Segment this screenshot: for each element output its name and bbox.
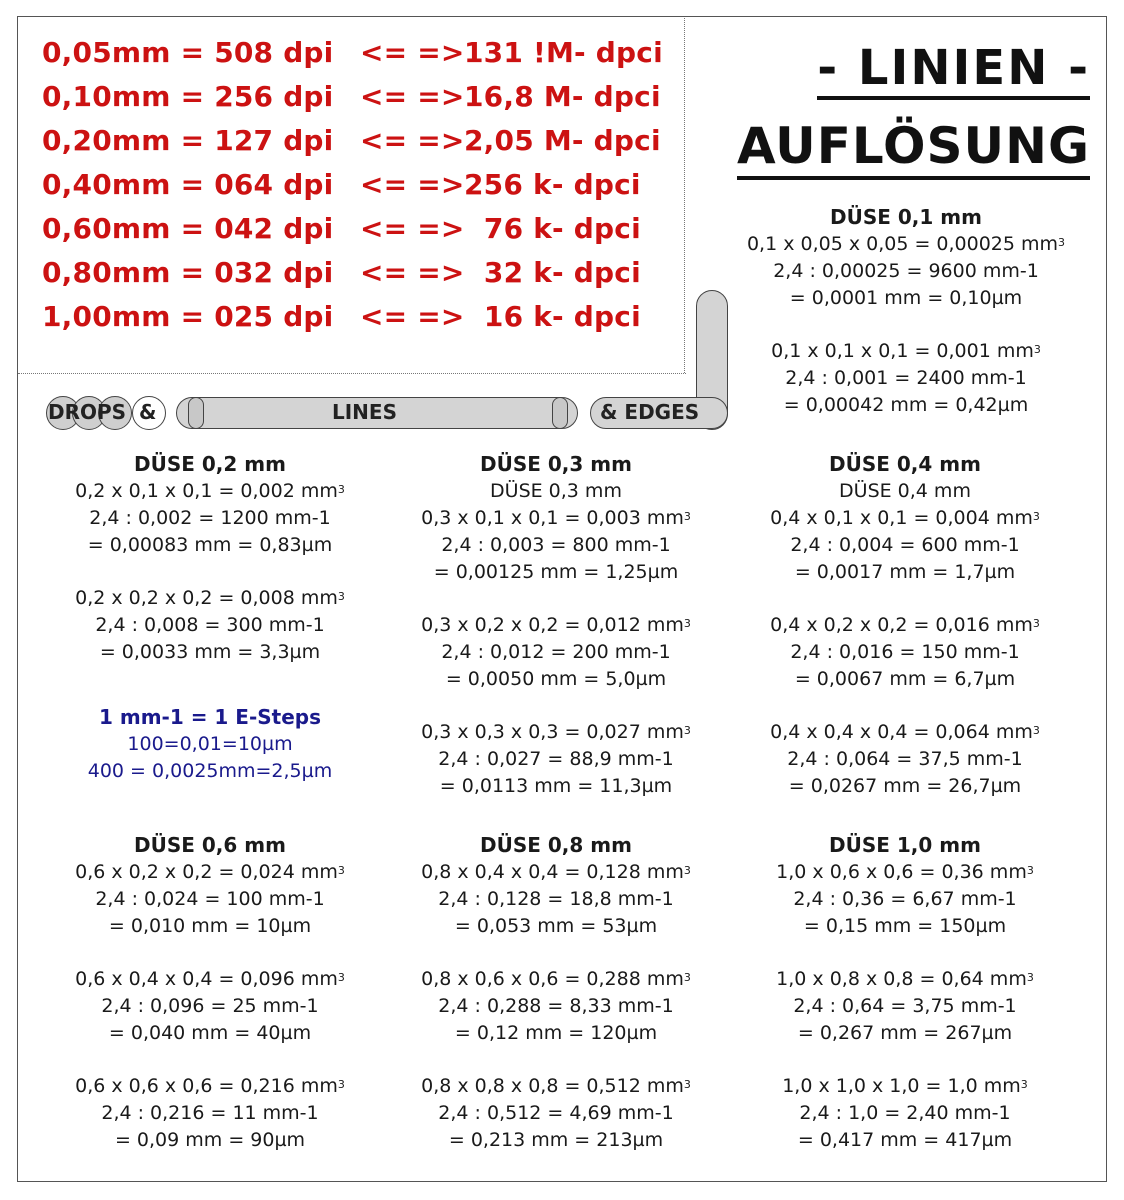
formula-line: 2,4 : 0,36 = 6,67 mm-1 [793,888,1017,910]
formula-line: 2,4 : 0,512 = 4,69 mm-1 [438,1102,674,1124]
resolution-arrow: <= => [360,168,465,201]
formula-line: = 0,0001 mm = 0,10µm [789,287,1023,309]
resolution-dpci: 76 k- dpci [464,212,641,245]
nozzle-subheading: DÜSE 0,3 mm [490,480,622,502]
resolution-mm-dpi: 0,80mm = 032 dpi [42,256,334,289]
nozzle-heading: DÜSE 1,0 mm [829,833,981,857]
formula-line: 0,6 x 0,2 x 0,2 = 0,024 $mm^3$ [75,861,345,883]
formula-line: 0,1 x 0,1 x 0,1 = 0,001 $mm^3$ [771,340,1041,362]
nozzle-heading: DÜSE 0,8 mm [480,833,632,857]
formula-line: = 0,09 mm = 90µm [114,1129,306,1151]
formula-line: 0,4 x 0,1 x 0,1 = 0,004 $mm^3$ [770,507,1040,529]
resolution-row [42,36,663,80]
formula-line: 0,3 x 0,1 x 0,1 = 0,003 $mm^3$ [421,507,691,529]
formula-line: = 0,00083 mm = 0,83µm [87,534,333,556]
esteps-note [40,703,380,785]
resolution-mm-dpi: 1,00mm = 025 dpi [42,300,334,333]
resolution-mm-dpi: 0,20mm = 127 dpi [42,124,334,157]
formula-line: = 0,0050 mm = 5,0µm [445,668,667,690]
resolution-dpci: 16,8 M- dpci [464,80,661,113]
lines-pill-cap-left [188,397,204,429]
formula-line: = 0,010 mm = 10µm [108,915,312,937]
banner-drops-label: DROPS [48,400,127,424]
formula-line: 0,2 x 0,2 x 0,2 = 0,008 $mm^3$ [75,587,345,609]
resolution-arrow: <= => [360,36,465,69]
formula-line: 0,3 x 0,3 x 0,3 = 0,027 $mm^3$ [421,721,691,743]
formula-line: 2,4 : 0,027 = 88,9 mm-1 [438,748,674,770]
resolution-row [42,212,641,256]
nozzle-block-0-3 [386,450,726,800]
nozzle-subheading: DÜSE 0,4 mm [839,480,971,502]
formula-line: 2,4 : 0,064 = 37,5 mm-1 [787,748,1023,770]
formula-line: = 0,0033 mm = 3,3µm [99,641,321,663]
nozzle-block-0-8 [386,831,726,1154]
lines-pill-cap-right [552,397,568,429]
formula-line: = 0,0267 mm = 26,7µm [788,775,1022,797]
formula-line: 0,1 x 0,05 x 0,05 = 0,00025 $mm^3$ [746,233,1066,255]
nozzle-heading: DÜSE 0,6 mm [134,833,286,857]
formula-line: 1,0 x 1,0 x 1,0 = 1,0 $mm^3$ [782,1075,1028,1097]
banner-amp-label: & [139,400,157,424]
nozzle-heading: DÜSE 0,3 mm [480,452,632,476]
formula-line: 0,8 x 0,8 x 0,8 = 0,512 $mm^3$ [421,1075,691,1097]
formula-line: 2,4 : 1,0 = 2,40 mm-1 [799,1102,1011,1124]
esteps-heading: 1 mm-1 = 1 E-Steps [98,705,322,729]
formula-line: 2,4 : 0,012 = 200 mm-1 [441,641,671,663]
resolution-arrow: <= => [360,124,465,157]
dotted-divider-vertical [684,18,685,373]
formula-line: 0,4 x 0,2 x 0,2 = 0,016 $mm^3$ [770,614,1040,636]
formula-line: = 0,12 mm = 120µm [454,1022,658,1044]
formula-line: 1,0 x 0,6 x 0,6 = 0,36 $mm^3$ [776,861,1034,883]
resolution-dpci: 131 !M- dpci [464,36,663,69]
formula-line: 0,3 x 0,2 x 0,2 = 0,012 $mm^3$ [421,614,691,636]
resolution-row [42,300,641,344]
formula-line: 0,8 x 0,6 x 0,6 = 0,288 $mm^3$ [421,968,691,990]
nozzle-block-0-1 [736,203,1076,419]
formula-line: 2,4 : 0,64 = 3,75 mm-1 [793,995,1017,1017]
formula-line: 1,0 x 0,8 x 0,8 = 0,64 $mm^3$ [776,968,1034,990]
resolution-row [42,124,661,168]
formula-line: = 0,267 mm = 267µm [797,1022,1013,1044]
formula-line: = 0,0017 mm = 1,7µm [794,561,1016,583]
formula-line: 2,4 : 0,003 = 800 mm-1 [441,534,671,556]
formula-line: = 0,040 mm = 40µm [108,1022,312,1044]
formula-line: 0,4 x 0,4 x 0,4 = 0,064 $mm^3$ [770,721,1040,743]
formula-line: 2,4 : 0,002 = 1200 mm-1 [89,507,331,529]
formula-line: = 0,00125 mm = 1,25µm [433,561,679,583]
banner-lines-label: LINES [332,400,397,424]
resolution-dpci: 32 k- dpci [464,256,641,289]
dotted-divider-horizontal [18,373,686,374]
formula-line: 2,4 : 0,024 = 100 mm-1 [95,888,325,910]
resolution-dpci: 2,05 M- dpci [464,124,661,157]
formula-line: 2,4 : 0,004 = 600 mm-1 [790,534,1020,556]
resolution-row [42,256,641,300]
nozzle-heading: DÜSE 0,2 mm [134,452,286,476]
formula-line: = 0,15 mm = 150µm [803,915,1007,937]
formula-line: = 0,213 mm = 213µm [448,1129,664,1151]
formula-line: = 0,053 mm = 53µm [454,915,658,937]
resolution-mm-dpi: 0,05mm = 508 dpi [42,36,334,69]
title-linien: - LINIEN - [817,40,1090,100]
formula-line: 0,2 x 0,1 x 0,1 = 0,002 $mm^3$ [75,480,345,502]
resolution-arrow: <= => [360,256,465,289]
nozzle-heading: DÜSE 0,1 mm [830,205,982,229]
formula-line: = 0,0113 mm = 11,3µm [439,775,673,797]
resolution-mm-dpi: 0,10mm = 256 dpi [42,80,334,113]
formula-line: 2,4 : 0,096 = 25 mm-1 [101,995,319,1017]
nozzle-heading: DÜSE 0,4 mm [829,452,981,476]
formula-line: 2,4 : 0,216 = 11 mm-1 [101,1102,319,1124]
formula-line: 0,6 x 0,4 x 0,4 = 0,096 $mm^3$ [75,968,345,990]
formula-line: = 0,417 mm = 417µm [797,1129,1013,1151]
nozzle-block-0-4 [735,450,1075,800]
nozzle-block-0-2 [40,450,380,666]
resolution-mm-dpi: 0,60mm = 042 dpi [42,212,334,245]
title-aufloesung: AUFLÖSUNG [737,116,1090,180]
resolution-dpci: 256 k- dpci [464,168,641,201]
formula-line: = 0,0067 mm = 6,7µm [794,668,1016,690]
nozzle-block-1-0 [735,831,1075,1154]
formula-line: 0,6 x 0,6 x 0,6 = 0,216 $mm^3$ [75,1075,345,1097]
formula-line: 2,4 : 0,00025 = 9600 mm-1 [773,260,1039,282]
formula-line: 2,4 : 0,001 = 2400 mm-1 [785,367,1027,389]
formula-line: 2,4 : 0,008 = 300 mm-1 [95,614,325,636]
resolution-row [42,80,661,124]
resolution-mm-dpi: 0,40mm = 064 dpi [42,168,334,201]
formula-line: = 0,00042 mm = 0,42µm [783,394,1029,416]
resolution-row [42,168,641,212]
formula-line: 0,8 x 0,4 x 0,4 = 0,128 $mm^3$ [421,861,691,883]
formula-line: 2,4 : 0,128 = 18,8 mm-1 [438,888,674,910]
resolution-dpci: 16 k- dpci [464,300,641,333]
resolution-arrow: <= => [360,212,465,245]
formula-line: 2,4 : 0,288 = 8,33 mm-1 [438,995,674,1017]
nozzle-block-0-6 [40,831,380,1154]
esteps-line: 100=0,01=10µm [127,733,293,755]
banner-edges-label: & EDGES [600,400,700,424]
resolution-arrow: <= => [360,80,465,113]
esteps-line: 400 = 0,0025mm=2,5µm [87,760,333,782]
resolution-arrow: <= => [360,300,465,333]
formula-line: 2,4 : 0,016 = 150 mm-1 [790,641,1020,663]
